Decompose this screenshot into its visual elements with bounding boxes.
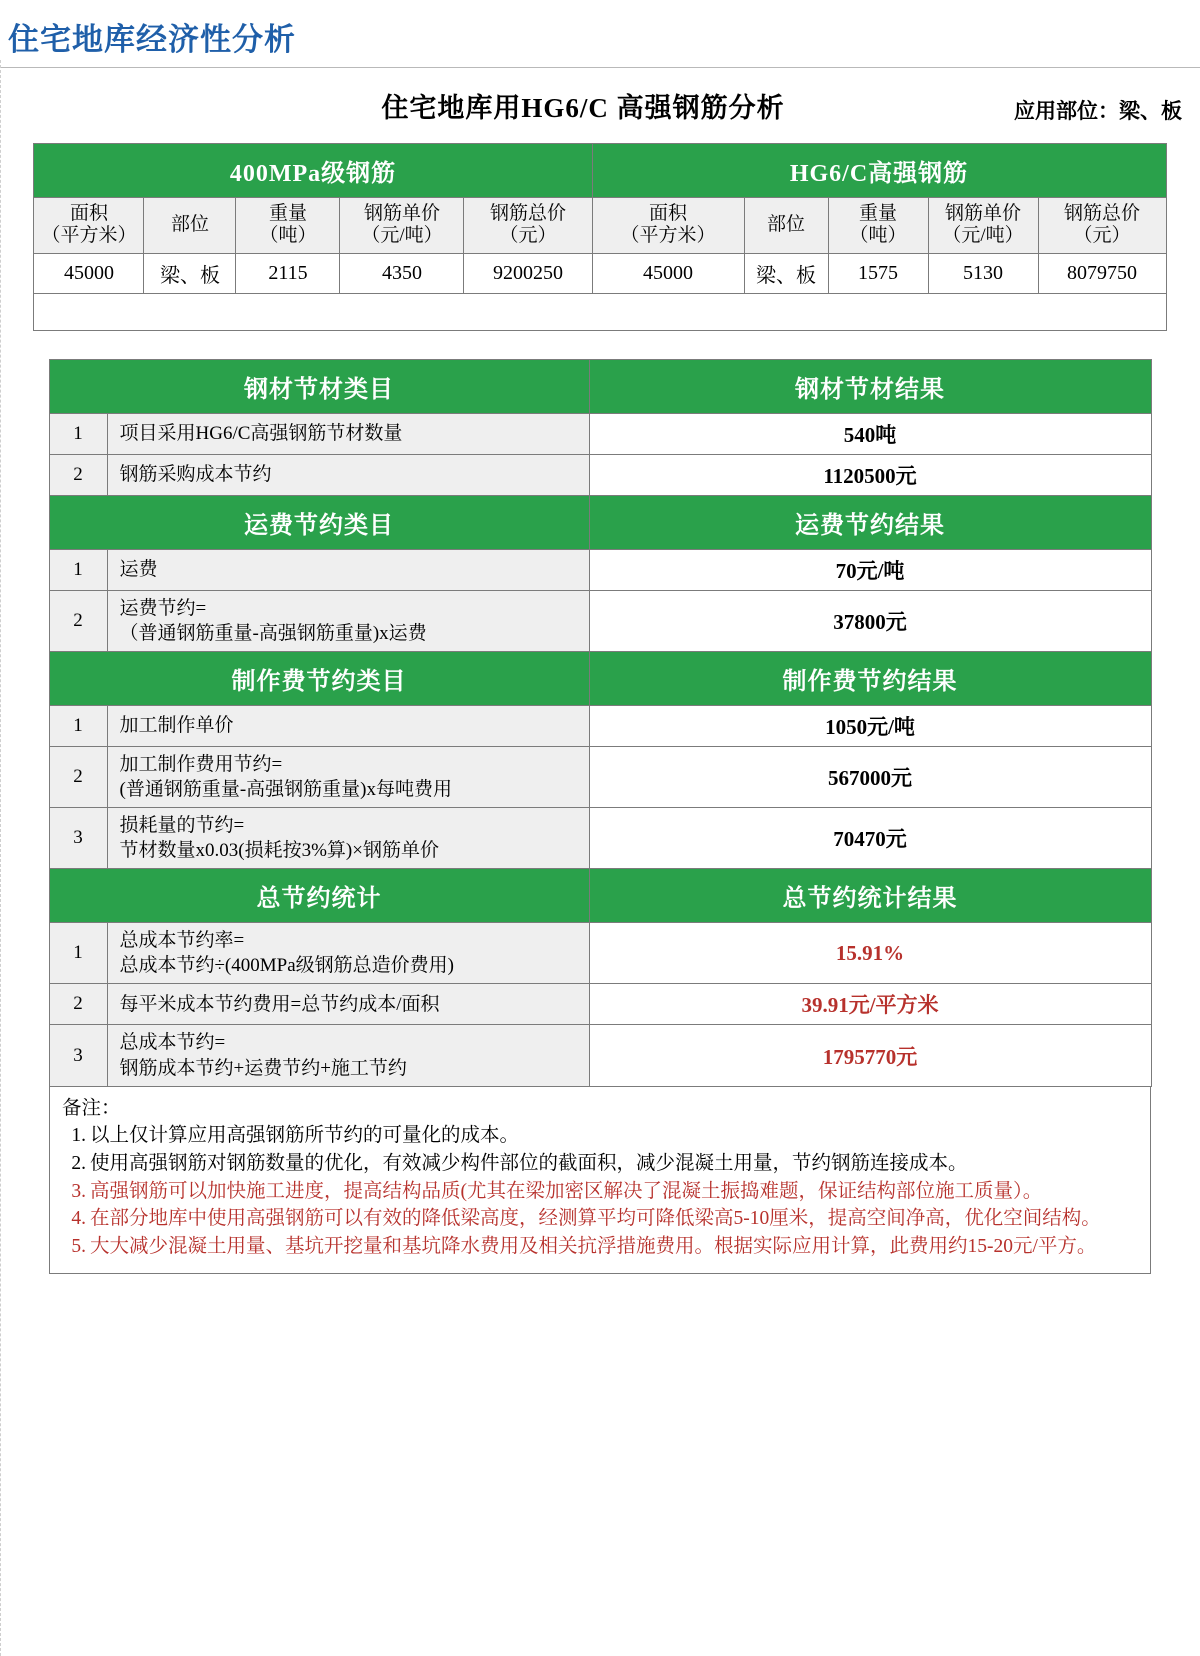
col-header-area-b [592,198,744,254]
note-item [62,1178,1138,1206]
notes-title: 备注： [62,1097,121,1119]
col-header-area-a [34,198,144,254]
table-row [49,808,1151,869]
col-header-part-a: 部位 [144,198,236,254]
table-row [49,590,1151,651]
row-index: 1 [49,413,107,454]
table-row [49,746,1151,807]
table-row [49,1025,1151,1086]
cell-part-a: 梁、板 [144,253,236,293]
section-header-row [49,495,1151,549]
comparison-group-header-row [34,144,1166,198]
cell-part-b: 梁、板 [744,253,828,293]
spacer-cell [34,293,1166,330]
row-description: 加工制作单价 [107,705,589,746]
document-title: 住宅地库用HG6/C 高强钢筋分析 [381,93,785,123]
col-header-totalprice-a [464,198,592,254]
row-description: 钢筋采购成本节约 [107,454,589,495]
row-index: 2 [49,746,107,807]
table-row [49,923,1151,984]
col-header-line1: 重量 [858,203,897,224]
cell-totalprice-b: 8079750 [1038,253,1166,293]
table-row [34,253,1166,293]
col-header-line2: （元/吨） [361,225,443,247]
row-result: 567000元 [589,746,1151,807]
section-header-row [49,359,1151,413]
col-header-line2: （吨） [849,225,907,247]
col-header-line2: （元/吨） [942,225,1024,247]
row-description: 运费 [107,549,589,590]
section-header-left: 制作费节约类目 [49,651,589,705]
page-title: 住宅地库经济性分析 [8,22,296,57]
section-header-left: 总节约统计 [49,869,589,923]
row-index: 1 [49,923,107,984]
table-row [49,984,1151,1025]
row-result: 1120500元 [589,454,1151,495]
row-description: 每平米成本节约费用=总节约成本/面积 [107,984,589,1025]
row-result: 39.91元/平方米 [589,984,1151,1025]
col-header-weight-a [236,198,340,254]
col-header-part-b: 部位 [744,198,828,254]
cell-weight-a: 2115 [236,253,340,293]
row-description: 总成本节约= 钢筋成本节约+运费节约+施工节约 [107,1025,589,1086]
col-header-line1: 面积 [648,203,687,224]
note-item [62,1122,1138,1150]
cell-area-b: 45000 [592,253,744,293]
row-result: 540吨 [589,413,1151,454]
col-header-line2: （吨） [259,225,317,247]
note-item [62,1150,1138,1178]
notes-block [49,1087,1151,1274]
table-row [49,413,1151,454]
note-text: 以上仅计算应用高强钢筋所节约的可量化的成本。 [90,1125,520,1147]
col-header-line1: 钢筋单价 [363,203,440,224]
cell-unitprice-a: 4350 [340,253,464,293]
row-description: 总成本节约率= 总成本节约÷(400MPa级钢筋总造价费用) [107,923,589,984]
col-header-unitprice-b [928,198,1038,254]
col-header-unitprice-a [340,198,464,254]
section-header-right: 钢材节材结果 [589,359,1151,413]
col-header-line1: 钢筋总价 [1064,203,1141,224]
section-header-right: 总节约统计结果 [589,869,1151,923]
spacer-row [34,293,1166,330]
row-index: 3 [49,1025,107,1086]
savings-table [49,359,1152,1087]
row-description: 项目采用HG6/C高强钢筋节材数量 [107,413,589,454]
col-header-line1: 钢筋单价 [944,203,1021,224]
note-text: 大大减少混凝土用量、基坑开挖量和基坑降水费用及相关抗浮措施费用。根据实际应用计算，此费用约15-20元/平方。 [90,1236,1097,1258]
row-description: 损耗量的节约= 节材数量x0.03(损耗按3%算)×钢筋单价 [107,808,589,869]
section-header-right: 制作费节约结果 [589,651,1151,705]
section-header-left: 钢材节材类目 [49,359,589,413]
table-row [49,454,1151,495]
row-result: 1795770元 [589,1025,1151,1086]
note-number: 5. [71,1236,86,1258]
row-result: 1050元/吨 [589,705,1151,746]
row-description: 加工制作费用节约= (普通钢筋重量-高强钢筋重量)x每吨费用 [107,746,589,807]
section-header-right: 运费节约结果 [589,495,1151,549]
row-index: 2 [49,984,107,1025]
note-item [62,1205,1138,1233]
row-index: 2 [49,454,107,495]
group-header-hg6c: HG6/C高强钢筋 [592,144,1166,198]
document-header [0,68,1200,137]
table-row [49,549,1151,590]
note-item [62,1233,1138,1261]
row-index: 2 [49,590,107,651]
col-header-line1: 重量 [268,203,307,224]
col-header-line2: （平方米） [620,225,716,247]
cell-totalprice-a: 9200250 [464,253,592,293]
note-number: 3. [71,1180,86,1202]
section-gap [0,331,1200,353]
document-subtitle: 应用部位：梁、板 [1014,99,1182,123]
section-header-left: 运费节约类目 [49,495,589,549]
page-edge-guide [0,60,1,1656]
note-text: 使用高强钢筋对钢筋数量的优化，有效减少构件部位的截面积，减少混凝土用量，节约钢筋连接成本。 [90,1152,968,1174]
note-number: 2. [71,1152,86,1174]
col-header-line2: （平方米） [41,225,137,247]
group-header-400mpa: 400MPa级钢筋 [34,144,592,198]
row-index: 1 [49,705,107,746]
cell-area-a: 45000 [34,253,144,293]
cell-unitprice-b: 5130 [928,253,1038,293]
row-description: 运费节约= （普通钢筋重量-高强钢筋重量)x运费 [107,590,589,651]
note-number: 4. [71,1208,86,1230]
row-result: 70元/吨 [589,549,1151,590]
row-index: 1 [49,549,107,590]
note-text: 在部分地库中使用高强钢筋可以有效的降低梁高度，经测算平均可降低梁高5-10厘米，提高空间净高，优化空间结构。 [90,1208,1101,1230]
table-row [49,705,1151,746]
row-result: 37800元 [589,590,1151,651]
row-index: 3 [49,808,107,869]
col-header-line1: 钢筋总价 [489,203,566,224]
col-header-line2: （元） [499,225,557,247]
col-header-line2: （元） [1073,225,1131,247]
note-text: 高强钢筋可以加快施工进度，提高结构品质(尤其在梁加密区解决了混凝土振捣难题，保证结构部位施工质量）。 [90,1180,1043,1202]
comparison-column-header-row [34,198,1166,254]
note-number: 1. [71,1125,86,1147]
col-header-totalprice-b [1038,198,1166,254]
comparison-table [33,143,1166,331]
cell-weight-b: 1575 [828,253,928,293]
row-result: 15.91% [589,923,1151,984]
section-header-row [49,869,1151,923]
section-header-row [49,651,1151,705]
col-header-weight-b [828,198,928,254]
col-header-line1: 面积 [69,203,108,224]
row-result: 70470元 [589,808,1151,869]
